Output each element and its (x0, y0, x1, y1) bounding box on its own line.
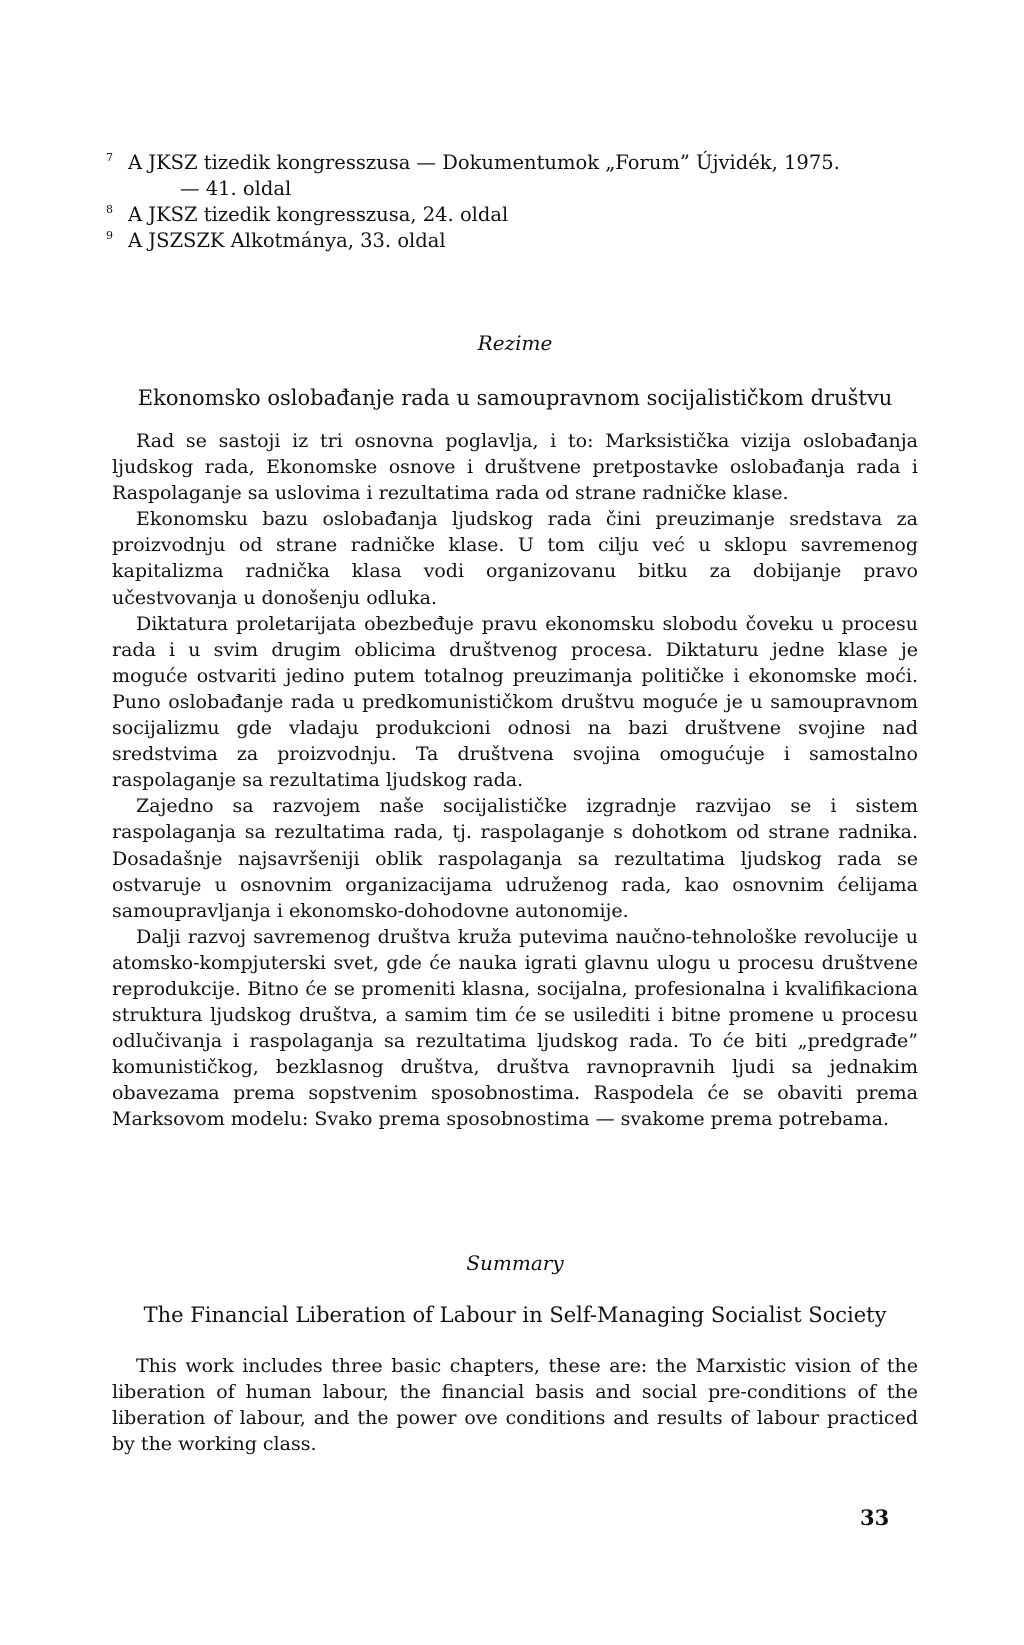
footnote-text: A JSZSZK Alkotmánya, 33. oldal (128, 229, 446, 252)
footnotes (106, 150, 918, 254)
footnote-7 (106, 150, 918, 176)
footnote-text: A JKSZ tizedik kongresszusa, 24. oldal (128, 203, 509, 226)
footnote-text: A JKSZ tizedik kongresszusa — Dokumentumok „Forum” Újvidék, 1975. (128, 151, 840, 174)
footnote-7-continuation (112, 176, 918, 202)
rezime-heading: Rezime (477, 331, 553, 355)
page-number: 33 (860, 1505, 890, 1530)
footnote-text: — 41. oldal (180, 177, 292, 200)
summary-body (112, 1353, 918, 1457)
rezime-body (112, 428, 918, 1133)
footnote-number: 7 (106, 151, 113, 164)
summary-title: The Financial Liberation of Labour in Self-Managing Socialist Society (143, 1303, 887, 1327)
footnote-9 (106, 228, 918, 254)
summary-paragraph-1: This work includes three basic chapters, these are: the Marxistic vision of the liberation of human labour, the financial basis and social pre-conditions of the liberation of labour, and the power ove conditions and results of labour practiced by the working class. (112, 1355, 918, 1456)
rezime-paragraph-1: Rad se sastoji iz tri osnovna poglavlja, i to: Marksistička vizija oslobađanja ljudskog rada, Ekonomske osnove i društvene pretpostavke oslobađanja rada i Raspolaganje sa uslovima i rezultatima rada od strane radničke klase. (112, 430, 918, 505)
footnote-number: 8 (106, 203, 113, 216)
rezime-paragraph-2: Ekonomsku bazu oslobađanja ljudskog rada čini preuzimanje sredstava za proizvodnju od strane radničke klase. U tom cilju već u sklopu savremenog kapitalizma radnička klasa vodi organizovanu bitku za dobijanje pravo učestvovanja u donošenju odluka. (112, 508, 918, 609)
summary-heading: Summary (466, 1251, 564, 1275)
rezime-title: Ekonomsko oslobađanje rada u samoupravnom socijalističkom društvu (137, 386, 893, 410)
rezime-paragraph-5: Dalji razvoj savremenog društva kruža putevima naučno-tehnološke revolucije u atomsko-kompjuterski svet, gde će nauka igrati glavnu ulogu u procesu društvene reprodukcije. Bitno će se promeniti klasna, socijalna, profesionalna i kvalifikaciona struktura ljudskog društva, a samim tim će se usilediti i bitne promene u procesu odlučivanja i raspolaganja sa rezultatima ljudskog rada. To će biti „predgrađe” komunističkog, bezklasnog društva, društva ravnopravnih ljudi sa jednakim obavezama prema sopstvenim sposobnostima. Raspodela će se obaviti prema Marksovom modelu: Svako prema sposobnostima — svakome prema potrebama. (112, 925, 918, 1131)
footnote-8 (106, 202, 918, 228)
footnote-number: 9 (106, 229, 113, 242)
rezime-paragraph-4: Zajedno sa razvojem naše socijalističke izgradnje razvijao se i sistem raspolaganja sa rezultatima rada, tj. raspolaganje s dohotkom od strane radnika. Dosadašnje najsavršeniji oblik raspolaganja sa rezultatima ljudskog rada se ostvaruje u osnovnim organizacijama udruženog rada, kao osnovnim ćelijama samoupravljanja i ekonomsko-dohodovne autonomije. (112, 795, 918, 922)
rezime-paragraph-3: Diktatura proletarijata obezbeđuje pravu ekonomsku slobodu čoveku u procesu rada i u svim drugim oblicima društvenog procesa. Diktaturu jedne klase je moguće ostvariti jedino putem totalnog preuzimanja političke i ekonomske moći. Puno oslobađanje rada u predkomunističkom društvu moguće je u samoupravnom socijalizmu gde vladaju produkcioni odnosi na bazi društvene svojine nad sredstvima za proizvodnju. Ta društvena svojina omogućuje i samostalno raspolaganje sa rezultatima ljudskog rada. (112, 612, 918, 792)
